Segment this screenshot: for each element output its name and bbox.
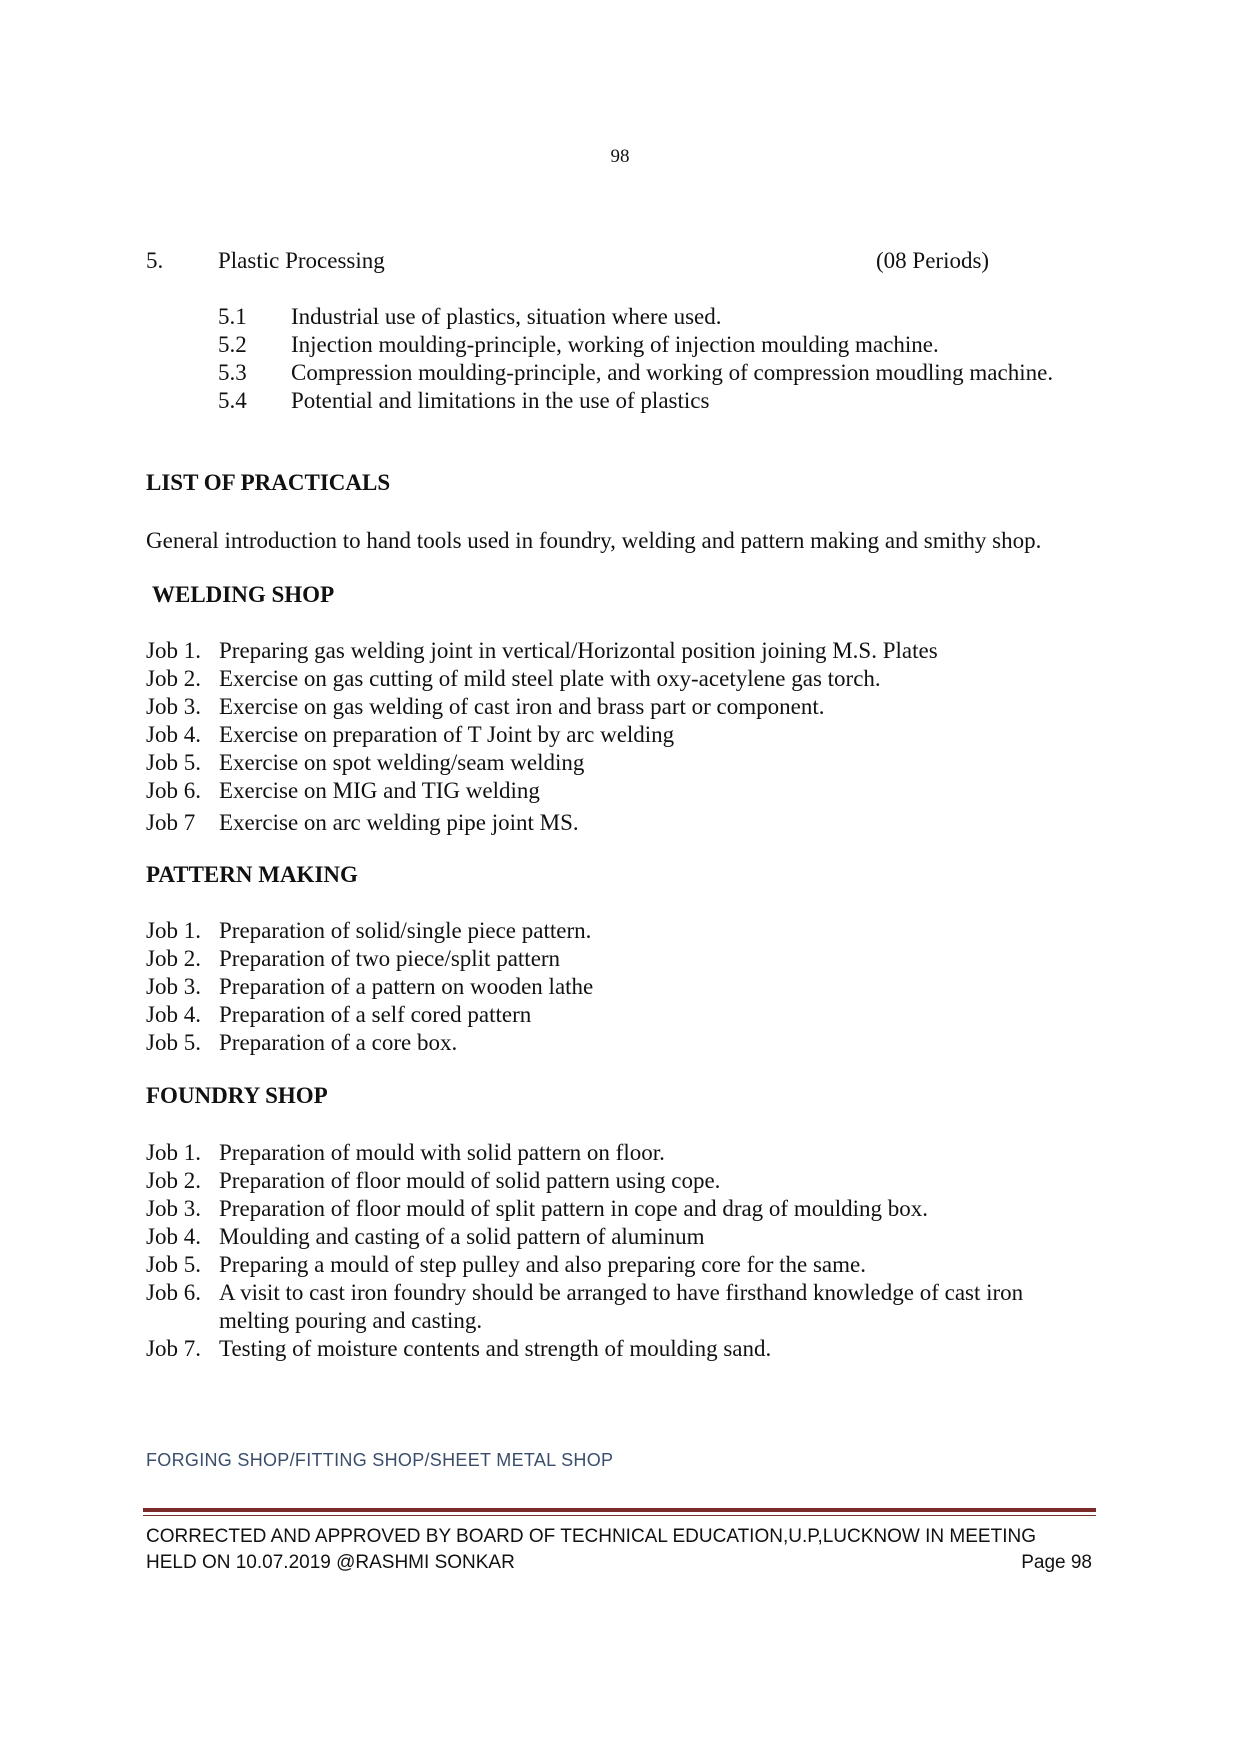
job-text: Preparation of solid/single piece pattern. — [219, 918, 592, 943]
job-number: Job 2. — [146, 666, 201, 691]
job-item — [146, 1029, 1086, 1057]
job-item — [146, 721, 1086, 749]
section-number: 5. — [146, 248, 164, 273]
job-item — [146, 1167, 1086, 1195]
job-text: Preparation of mould with solid pattern on floor. — [219, 1140, 665, 1165]
job-item — [146, 1001, 1086, 1029]
job-number: Job 2. — [146, 946, 201, 971]
subtopic-number: 5.3 — [218, 360, 247, 385]
intro-paragraph: General introduction to hand tools used in foundry, welding and pattern making and smithy shop. — [146, 528, 1042, 553]
job-number: Job 1. — [146, 918, 201, 943]
job-item — [146, 1279, 1086, 1335]
subtopic-number: 5.2 — [218, 332, 247, 357]
job-item — [146, 1195, 1086, 1223]
job-text: Preparation of a core box. — [219, 1030, 458, 1055]
job-number: Job 4. — [146, 1002, 201, 1027]
subtopic-text: Potential and limitations in the use of plastics — [291, 388, 710, 413]
job-number: Job 5. — [146, 750, 201, 775]
page-footer — [146, 1524, 1096, 1576]
subtopic-list — [218, 303, 1098, 415]
subtopic-text: Industrial use of plastics, situation where used. — [291, 304, 722, 329]
job-text: Exercise on arc welding pipe joint MS. — [219, 810, 579, 835]
job-item — [146, 693, 1086, 721]
job-text: Exercise on preparation of T Joint by arc welding — [219, 722, 675, 747]
job-text: Preparing gas welding joint in vertical/Horizontal position joining M.S. Plates — [219, 638, 938, 663]
job-item — [146, 945, 1086, 973]
job-text: Moulding and casting of a solid pattern of aluminum — [219, 1224, 705, 1249]
job-number: Job 1. — [146, 638, 201, 663]
job-number: Job 3. — [146, 974, 201, 999]
job-text: Exercise on spot welding/seam welding — [219, 750, 585, 775]
job-item — [146, 637, 1086, 665]
subtopic-number: 5.4 — [218, 388, 247, 413]
job-text: Preparation of two piece/split pattern — [219, 946, 561, 971]
footer-divider — [143, 1508, 1096, 1512]
subtopic-item — [218, 359, 1098, 387]
job-number: Job 5. — [146, 1252, 201, 1277]
job-text: Preparation of floor mould of solid pattern using cope. — [219, 1168, 721, 1193]
job-item — [146, 1335, 1086, 1363]
job-number: Job 3. — [146, 1196, 201, 1221]
job-text: Exercise on gas welding of cast iron and brass part or component. — [219, 694, 825, 719]
job-item — [146, 917, 1086, 945]
foundry-job-list — [146, 1139, 1086, 1363]
footer-approval: HELD ON 10.07.2019 @RASHMI SONKAR — [146, 1552, 515, 1573]
job-number: Job 7 — [146, 810, 196, 835]
job-text: Preparation of a pattern on wooden lathe — [219, 974, 594, 999]
subtopic-item — [218, 387, 1098, 415]
job-item — [146, 749, 1086, 777]
job-text: Testing of moisture contents and strength of moulding sand. — [219, 1336, 772, 1361]
job-text: Preparing a mould of step pulley and also preparing core for the same. — [219, 1252, 866, 1277]
job-number: Job 7. — [146, 1336, 201, 1361]
footer-line-2 — [146, 1550, 1096, 1576]
footer-divider-thin — [143, 1515, 1096, 1516]
job-number: Job 3. — [146, 694, 201, 719]
section-title: Plastic Processing — [218, 248, 385, 273]
job-text: Preparation of floor mould of split pattern in cope and drag of moulding box. — [219, 1196, 929, 1221]
page-number: 98 — [610, 146, 630, 167]
job-number: Job 4. — [146, 722, 201, 747]
job-text: Exercise on gas cutting of mild steel plate with oxy-acetylene gas torch. — [219, 666, 881, 691]
subtopic-item — [218, 331, 1098, 359]
job-number: Job 2. — [146, 1168, 201, 1193]
subtopic-text: Injection moulding-principle, working of injection moulding machine. — [291, 332, 939, 357]
footer-page-label: Page 98 — [1021, 1552, 1092, 1573]
job-text: Preparation of a self cored pattern — [219, 1002, 532, 1027]
subtopic-text: Compression moulding-principle, and working of compression moudling machine. — [291, 360, 1054, 385]
job-number: Job 6. — [146, 1280, 201, 1305]
subtopic-item — [218, 303, 1098, 331]
welding-heading: WELDING SHOP — [152, 582, 335, 607]
welding-job-list — [146, 637, 1086, 837]
pattern-job-list — [146, 917, 1086, 1057]
job-text: Exercise on MIG and TIG welding — [219, 778, 540, 803]
job-item — [146, 1223, 1086, 1251]
job-item — [146, 665, 1086, 693]
job-item — [146, 973, 1086, 1001]
practicals-heading: LIST OF PRACTICALS — [146, 470, 391, 495]
job-number: Job 5. — [146, 1030, 201, 1055]
forging-shop-line: FORGING SHOP/FITTING SHOP/SHEET METAL SHOP — [146, 1450, 614, 1470]
pattern-heading: PATTERN MAKING — [146, 862, 358, 887]
job-number: Job 4. — [146, 1224, 201, 1249]
job-item — [146, 777, 1086, 805]
foundry-heading: FOUNDRY SHOP — [146, 1083, 328, 1108]
job-item — [146, 809, 1086, 837]
job-text: A visit to cast iron foundry should be arranged to have firsthand knowledge of cast iron melting pouring and casting. — [219, 1280, 1024, 1333]
job-item — [146, 1251, 1086, 1279]
job-item — [146, 1139, 1086, 1167]
footer-line-1: CORRECTED AND APPROVED BY BOARD OF TECHNICAL EDUCATION,U.P,LUCKNOW IN MEETING — [146, 1526, 1036, 1547]
job-number: Job 6. — [146, 778, 201, 803]
subtopic-number: 5.1 — [218, 304, 247, 329]
job-number: Job 1. — [146, 1140, 201, 1165]
section-periods: (08 Periods) — [876, 248, 990, 273]
